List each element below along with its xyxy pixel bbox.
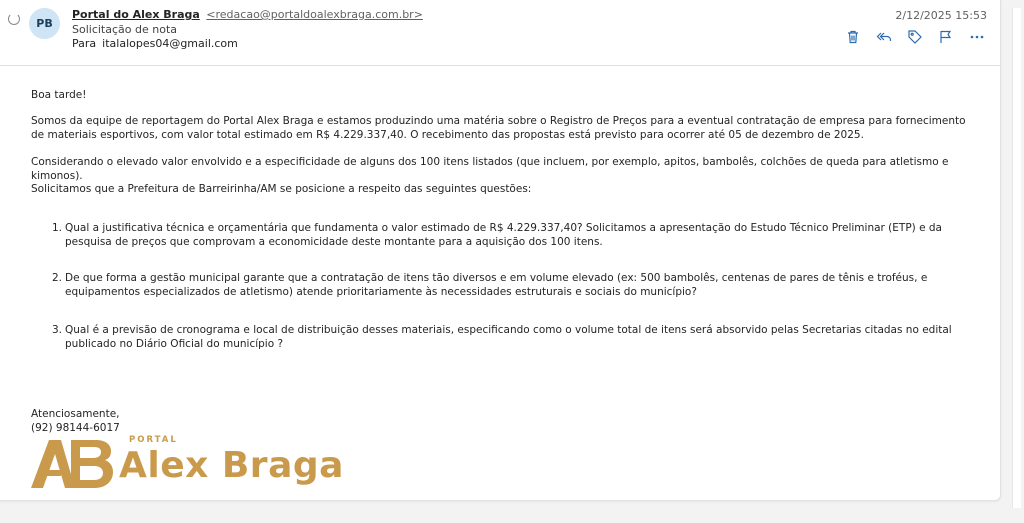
closing: Atenciosamente,: [31, 408, 120, 420]
loading-icon: [8, 13, 20, 25]
reply-all-icon: [876, 29, 892, 45]
body-paragraph: Considerando o elevado valor envolvido e a especificidade de alguns dos 100 itens listados (que incluem, por exemplo, apitos, bambolês, colchões de queda para atletismo e kimonos).: [31, 156, 949, 182]
question-number: 2.: [52, 272, 63, 284]
question-text: De que forma a gestão municipal garante que a contratação de itens tão diversos e em volume elevado (ex: 500 bambolês, centenas de pares de tênis e troféus, e equipamentos especializados de atletismo) atende prioritariamente às necessidades estruturais e sociais do município?: [65, 272, 928, 298]
recipient-line: [72, 37, 238, 50]
tag-button[interactable]: [906, 28, 924, 46]
email-timestamp: 2/12/2025 15:53: [895, 9, 987, 22]
trash-icon: [845, 29, 861, 45]
to-label: Para: [72, 37, 97, 50]
question-item: [52, 221, 967, 249]
phone-number: (92) 98144-6017: [31, 422, 120, 434]
question-text: Qual é a previsão de cronograma e local de distribuição desses materiais, especificando como o volume total de itens será absorvido pelas Secretarias citadas no edital publicado no Diário Oficial do município ?: [65, 324, 952, 350]
email-header: [0, 0, 1000, 66]
portal-alex-braga-logo: [31, 435, 344, 492]
flag-button[interactable]: [937, 28, 955, 46]
tag-icon: [907, 29, 923, 45]
ab-monogram-icon: [31, 438, 117, 490]
body-paragraph: Somos da equipe de reportagem do Portal Alex Braga e estamos produzindo uma matéria sobre o Registro de Preços para a eventual contratação de empresa para fornecimento de materiais esportivos, com valor total estimado em R$ 4.229.337,40. O recebimento das propostas está previsto para ocorrer até 05 de dezembro de 2025.: [31, 115, 966, 141]
scrollbar-track[interactable]: [1012, 8, 1021, 508]
reply-all-button[interactable]: [875, 28, 893, 46]
greeting: Boa tarde!: [31, 89, 87, 101]
logo-brand-text: Alex Braga: [119, 445, 344, 486]
more-button[interactable]: [968, 28, 986, 46]
question-number: 3.: [52, 324, 63, 336]
flag-icon: [938, 29, 954, 45]
message-toolbar: [844, 28, 986, 46]
more-icon: [969, 29, 985, 45]
question-item: [52, 271, 967, 299]
sender-name[interactable]: Portal do Alex Braga: [72, 8, 200, 21]
body-paragraph: Solicitamos que a Prefeitura de Barreirinha/AM se posicione a respeito das seguintes questões:: [31, 183, 532, 195]
delete-button[interactable]: [844, 28, 862, 46]
logo-portal-text: PORTAL: [129, 435, 178, 445]
sender-email[interactable]: <redacao@portaldoalexbraga.com.br>: [206, 8, 423, 21]
question-number: 1.: [52, 222, 63, 234]
email-subject: Solicitação de nota: [72, 23, 177, 36]
recipient-address[interactable]: italalopes04@gmail.com: [102, 37, 238, 50]
question-item: [52, 323, 967, 351]
avatar[interactable]: PB: [29, 8, 60, 39]
question-text: Qual a justificativa técnica e orçamentária que fundamenta o valor estimado de R$ 4.229.337,40? Solicitamos a apresentação do Estudo Técnico Preliminar (ETP) e da pesquisa de preços que comprovam a economicidade deste montante para a aquisição dos 100 itens.: [65, 222, 942, 248]
from-line: [72, 8, 423, 21]
scrollbar[interactable]: [1008, 0, 1024, 523]
